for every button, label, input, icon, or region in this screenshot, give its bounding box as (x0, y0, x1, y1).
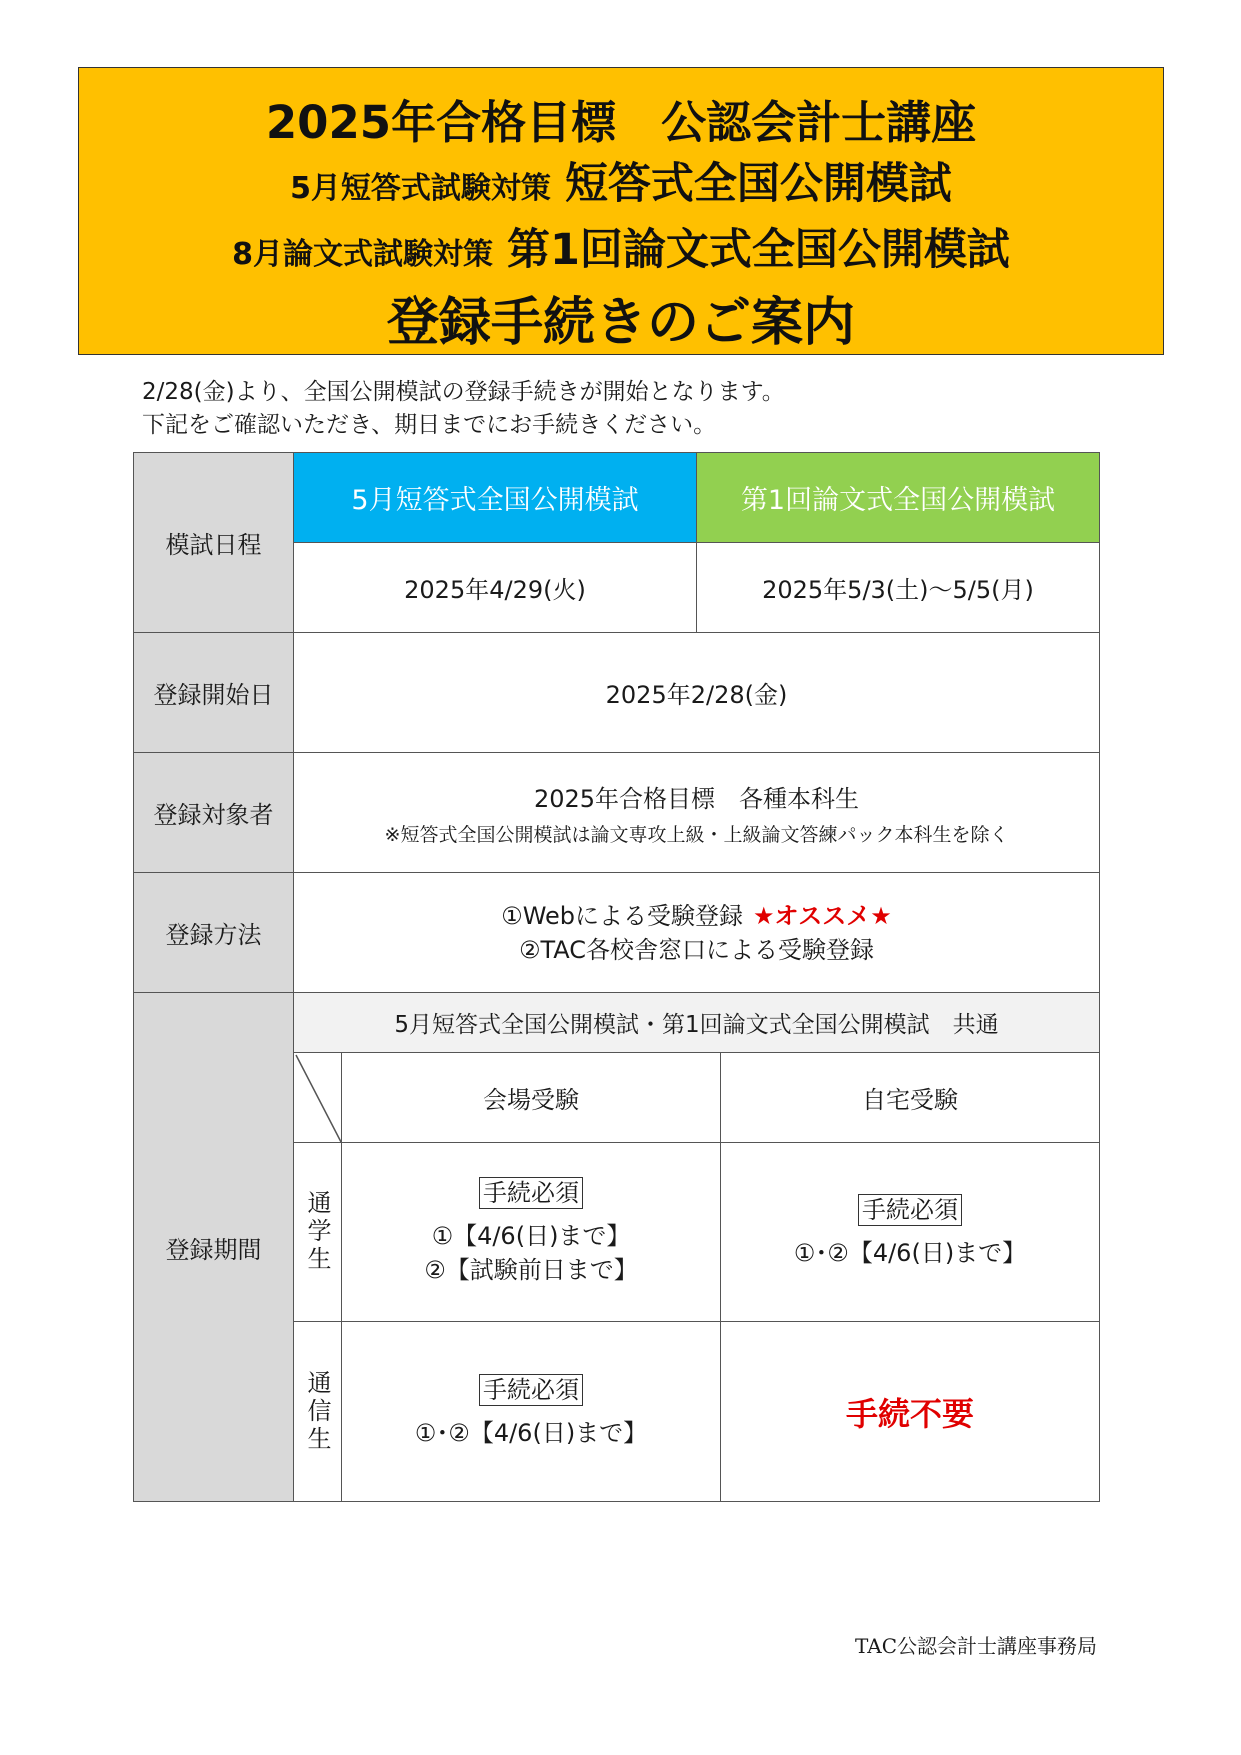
mail-venue-line1: ①･②【4/6(日)まで】 (414, 1418, 648, 1447)
commute-home-line1: ①･②【4/6(日)まで】 (793, 1239, 1027, 1267)
diagonal-corner-cell (293, 1052, 342, 1143)
intro-line2: 下記をご確認いただき、期日までにお手続きください。 (142, 412, 717, 438)
commute-home-required: 手続必須 (858, 1194, 962, 1226)
row-commute-label-cell (293, 1142, 342, 1322)
mail-venue-cell (341, 1321, 721, 1502)
banner-line3 (79, 216, 1163, 277)
banner-line4: 登録手続きのご案内 (386, 293, 855, 353)
footer-office: TAC公認会計士講座事務局 (855, 1634, 1097, 1658)
banner-line2 (79, 150, 1163, 211)
title-banner (78, 67, 1164, 355)
commute-venue-cell (341, 1142, 721, 1322)
banner-line2-big: 短答式全国公開模試 (564, 159, 952, 209)
row-mail-label-cell (293, 1321, 342, 1502)
method-option1-line (501, 899, 892, 933)
recommend-badge: ★オススメ★ (753, 901, 892, 930)
period-label: 登録期間 (133, 992, 294, 1502)
commute-venue-required: 手続必須 (479, 1177, 583, 1209)
start-value: 2025年2/28(金) (293, 632, 1100, 753)
period-common: 5月短答式全国公開模試・第1回論文式全国公開模試 共通 (293, 992, 1100, 1053)
target-cell (293, 752, 1100, 873)
banner-line3-big: 第1回論文式全国公開模試 (506, 225, 1010, 275)
method-cell (293, 872, 1100, 993)
schedule-col2-title: 第1回論文式全国公開模試 (696, 452, 1100, 543)
banner-line1: 2025年合格目標 公認会計士講座 (265, 96, 977, 149)
banner-line3-small: 8月論文式試験対策 (232, 237, 493, 272)
target-label: 登録対象者 (133, 752, 294, 873)
target-value: 2025年合格目標 各種本科生 (533, 784, 860, 813)
intro-line1: 2/28(金)より、全国公開模試の登録手続きが開始となります。 (142, 379, 785, 405)
intro-text (142, 376, 785, 442)
schedule-label: 模試日程 (133, 452, 294, 633)
commute-venue-line1: ①【4/6(日)まで】 (431, 1222, 631, 1250)
mail-home-not-required: 手続不要 (845, 1394, 974, 1433)
commute-venue-line2: ②【試験前日まで】 (424, 1256, 638, 1284)
col-venue: 会場受験 (341, 1052, 721, 1143)
mail-venue-required: 手続必須 (479, 1374, 583, 1406)
col-home: 自宅受験 (720, 1052, 1100, 1143)
schedule-col1-title: 5月短答式全国公開模試 (293, 452, 697, 543)
target-note: ※短答式全国公開模試は論文専攻上級・上級論文答練パック本科生を除く (384, 823, 1009, 846)
mail-home-cell (720, 1321, 1100, 1502)
schedule-col2-date: 2025年5/3(土)～5/5(月) (696, 542, 1100, 633)
commute-home-cell (720, 1142, 1100, 1322)
row-commute-label: 通学生 (303, 1190, 331, 1274)
method-option1: ①Webによる受験登録 (501, 901, 744, 930)
method-option2: ②TAC各校舎窓口による受験登録 (518, 935, 875, 964)
banner-line2-small: 5月短答式試験対策 (290, 171, 551, 206)
diagonal-line (294, 1053, 343, 1144)
start-label: 登録開始日 (133, 632, 294, 753)
row-mail-label: 通信生 (303, 1369, 331, 1454)
schedule-col1-date: 2025年4/29(火) (293, 542, 697, 633)
method-label: 登録方法 (133, 872, 294, 993)
